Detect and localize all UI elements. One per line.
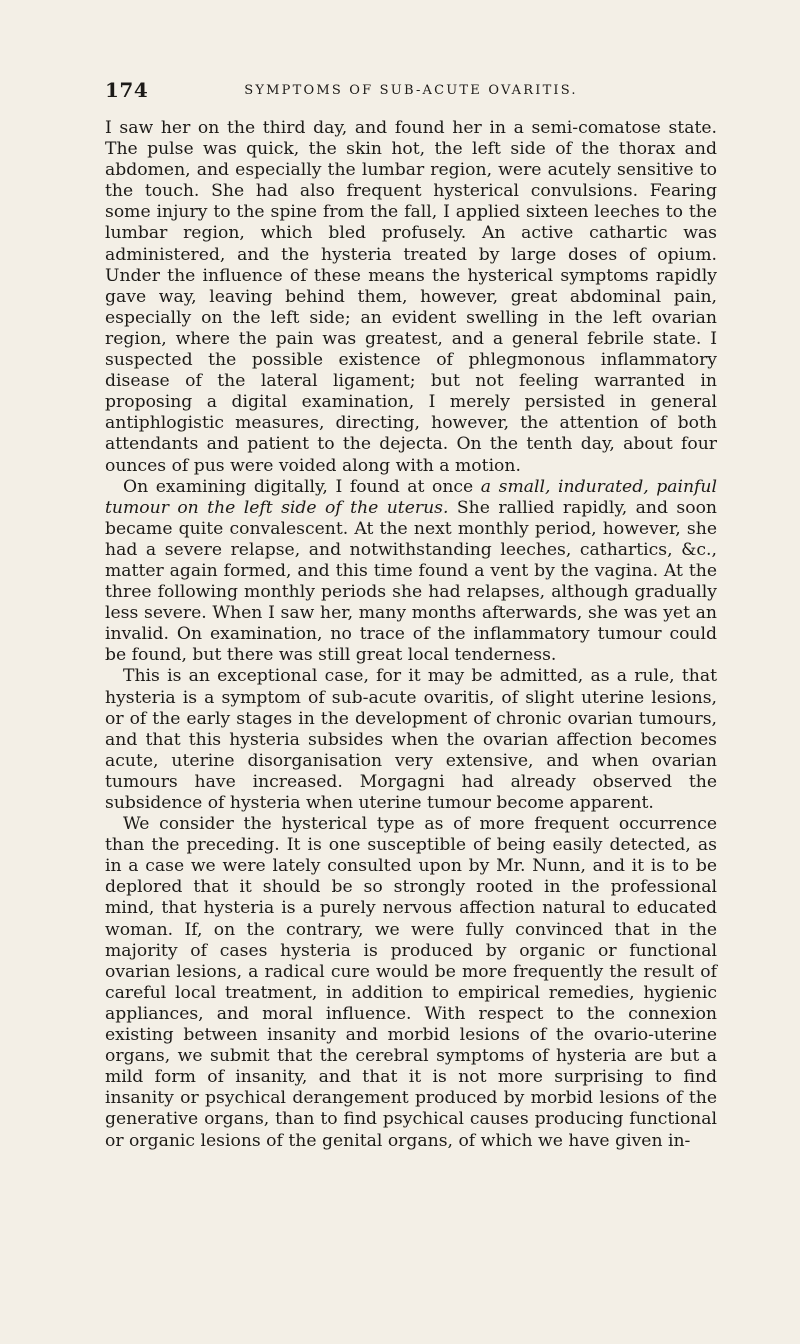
book-page: [105, 78, 717, 1152]
paragraph-1: I saw her on the third day, and found her in a semi-comatose state. The pulse was quick, the skin hot, the left side of the thorax and abdomen, and especially the lumbar region, were acutely sensitive to the touch. She had also frequent hysterical convulsions. Fearing some injury to the spine from the fall, I applied sixteen leeches to the lumbar region, which bled profusely. An active cathartic was administered, and the hysteria treated by large doses of opium. Under the influence of these means the hysterical symptoms rapidly gave way, leaving behind them, however, great abdominal pain, especially on the left side; an evident swelling in the left ovarian region, where the pain was greatest, and a general febrile state. I suspected the possible existence of phlegmonous inflammatory disease of the lateral ligament; but not feeling warranted in proposing a digital examination, I merely persisted in general antiphlogistic measures, directing, however, the attention of both attendants and patient to the dejecta. On the tenth day, about four ounces of pus were voided along with a motion.: [105, 118, 717, 476]
body-text: [105, 118, 717, 1152]
paragraph-2-text-before: On examining digitally, I found at once: [123, 476, 481, 497]
paragraph-3: This is an exceptional case, for it may be admitted, as a rule, that hysteria is a symptom of sub-acute ovaritis, of slight uterine lesions, or of the early stages in the development of chronic ovarian tumours, and that this hysteria subsides when the ovarian affection becomes acute, uterine disorganisation very extensive, and when ovarian tumours have increased. Morgagni had already observed the subsidence of hysteria when uterine tumour become apparent.: [105, 666, 717, 813]
paragraph-4: We consider the hysterical type as of more frequent occurrence than the preceding. It is one susceptible of being easily detected, as in a case we were lately consulted upon by Mr. Nunn, and it is to be deplored that it should be so strongly rooted in the professional mind, that hysteria is a purely nervous affection natural to educated woman. If, on the contrary, we were fully convinced that in the majority of cases hysteria is produced by organic or functional ovarian lesions, a radical cure would be more frequently the result of careful local treatment, in addition to empirical remedies, hygienic appliances, and moral influence. With respect to the connexion existing between insanity and morbid lesions of the ovario-uterine organs, we submit that the cerebral symptoms of hysteria are but a mild form of insanity, and that it is not more surprising to find insanity or psychical derangement produced by morbid lesions of the generative organs, than to find psychical causes producing functional or organic lesions of the genital organs, of which we have given in-: [105, 814, 717, 1151]
paragraph-2-italic-phrase: a small, indurated, painful tumour on the left side of the uterus.: [105, 476, 717, 518]
running-header: [105, 78, 717, 118]
paragraph-2-text-after: She rallied rapidly, and soon became quite convalescent. At the next monthly period, however, she had a severe relapse, and notwithstanding leeches, cathartics, &c., matter again formed, and this time found a vent by the vagina. At the three following monthly periods she had relapses, although gradually less severe. When I saw her, many months afterwards, she was yet an invalid. On examination, no trace of the inflammatory tumour could be found, but there was still great local tenderness.: [105, 497, 717, 666]
paragraph-2: [105, 477, 717, 667]
running-title: SYMPTOMS OF SUB-ACUTE OVARITIS.: [244, 83, 578, 98]
page-number: 174: [105, 78, 149, 102]
